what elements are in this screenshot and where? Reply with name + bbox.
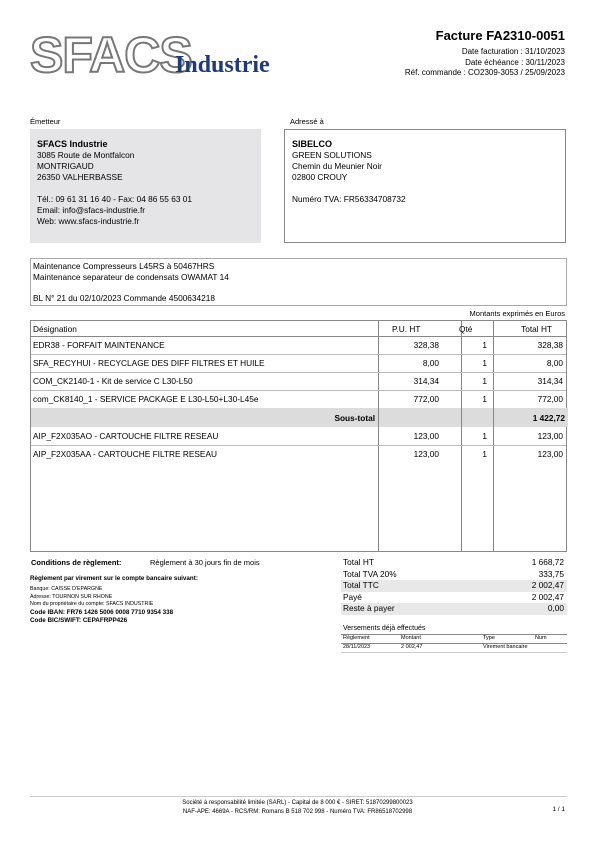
versement-row — [341, 644, 567, 653]
emetteur-phone: Tél.: 09 61 31 16 40 - Fax: 04 86 55 63 01 — [37, 194, 192, 204]
versements-table — [341, 634, 567, 653]
logo-subtext: Industrie — [175, 52, 270, 78]
row-pu: 8,00 — [422, 358, 439, 368]
row-qty: 1 — [482, 394, 487, 404]
table-row — [31, 337, 566, 355]
invoice-header-info — [405, 47, 565, 79]
emetteur-address2: MONTRIGAUD — [37, 161, 94, 171]
emetteur-web: Web: www.sfacs-industrie.fr — [37, 216, 140, 226]
description-box — [30, 258, 567, 306]
description-line1: Maintenance Compresseurs L45RS à 50467HRS — [33, 261, 215, 271]
row-total: 123,00 — [537, 449, 563, 459]
emetteur-email: Email: info@sfacs-industrie.fr — [37, 205, 146, 215]
table-row — [31, 446, 566, 463]
destinataire-line3: 02800 CROUY — [292, 172, 348, 182]
total-tva-label: Total TVA 20% — [343, 568, 397, 579]
row-total: 328,38 — [537, 340, 563, 350]
row-qty: 1 — [482, 358, 487, 368]
destinataire-tva: Numéro TVA: FR56334708732 — [292, 194, 406, 204]
iban: Code IBAN: FR76 1426 5006 0008 7710 9354 338 — [30, 608, 174, 616]
emetteur-name: SFACS Industrie — [37, 139, 108, 149]
row-designation: AIP_F2X035AO - CARTOUCHE FILTRE RESEAU — [33, 431, 219, 441]
subtotal-value: 1 422,72 — [532, 413, 565, 423]
row-total: 772,00 — [537, 394, 563, 404]
row-total: 123,00 — [537, 431, 563, 441]
total-ht-value: 1 668,72 — [531, 557, 564, 567]
row-pu: 328,38 — [413, 340, 439, 350]
destinataire-box — [284, 129, 566, 243]
row-pu: 314,34 — [413, 376, 439, 386]
virement-title: Règlement par virement sur le compte bancaire suivant: — [30, 575, 198, 582]
amount-note: Montants exprimés en Euros — [469, 309, 565, 318]
row-designation: SFA_RECYHUI - RECYCLAGE DES DIFF FILTRES ET HUILE — [33, 358, 265, 368]
account-owner: Nom du propriétaire du compte: SFACS INDUSTRIE — [30, 601, 154, 607]
versements-title: Versements déjà effectués — [343, 625, 426, 632]
row-qty: 1 — [482, 449, 487, 459]
row-designation: com_CK8140_1 - SERVICE PACKAGE E L30-L50+L30-L45e — [33, 394, 259, 404]
row-designation: AIP_F2X035AA - CARTOUCHE FILTRE RESEAU — [33, 449, 217, 459]
vers-header-montant: Montant — [401, 635, 421, 641]
description-line2: Maintenance separateur de condensats OWAMAT 14 — [33, 271, 229, 282]
total-tva-value: 333,75 — [538, 568, 564, 579]
logo-text: SFACS — [30, 27, 192, 83]
row-pu: 772,00 — [413, 394, 439, 404]
vers-type: Virement bancaire — [483, 644, 528, 650]
emetteur-box — [30, 129, 261, 243]
date-echeance: Date échéance : 30/11/2023 — [465, 57, 565, 67]
row-qty: 1 — [482, 376, 487, 386]
total-tva-row — [341, 569, 567, 581]
page-number: 1 / 1 — [552, 806, 565, 813]
paye-row — [341, 592, 567, 604]
header-pu: P.U. HT — [392, 324, 421, 334]
vers-montant: 2 002,47 — [401, 644, 423, 650]
footer-divider — [30, 796, 567, 797]
footer — [0, 799, 595, 816]
emetteur-address1: 3085 Route de Montfalcon — [37, 150, 135, 160]
bic: Code BIC/SWIFT: CEPAFRPP426 — [30, 616, 128, 624]
paye-label: Payé — [343, 591, 362, 602]
invoice-title: Facture FA2310-0051 — [435, 28, 565, 43]
description-line3: BL N° 21 du 02/10/2023 Commande 4500634218 — [33, 292, 215, 303]
destinataire-line2: Chemin du Meunier Noir — [292, 161, 382, 171]
conditions-value: Règlement à 30 jours fin de mois — [150, 558, 260, 567]
total-ttc-value: 2 002,47 — [531, 580, 564, 590]
row-total: 8,00 — [546, 358, 563, 368]
header-qty: Qté — [459, 324, 473, 334]
reste-row — [341, 603, 567, 615]
invoice-lines-table — [30, 320, 567, 552]
bank-address: Adresse: TOURNON SUR RHONE — [30, 593, 113, 600]
row-pu: 123,00 — [413, 449, 439, 459]
reste-label: Reste à payer — [343, 603, 395, 613]
table-row — [31, 355, 566, 373]
paye-value: 2 002,47 — [531, 591, 564, 602]
subtotal-row — [31, 408, 568, 427]
header-total: Total HT — [521, 324, 552, 334]
table-row — [31, 428, 566, 446]
footer-line1: Société à responsabilité limitée (SARL) - Capital de 8 000 € - SIRET: 51870299800023 — [182, 800, 413, 806]
vers-header-reglement: Règlement — [343, 635, 370, 641]
payment-conditions — [30, 558, 260, 625]
total-ht-label: Total HT — [343, 557, 374, 567]
destinataire-line1: GREEN SOLUTIONS — [292, 150, 372, 160]
destinataire-name: SIBELCO — [292, 139, 333, 149]
row-designation: COM_CK2140-1 - Kit de service C L30-L50 — [33, 376, 193, 386]
table-row — [31, 373, 566, 391]
versements-header — [341, 634, 567, 644]
conditions-label: Conditions de règlement: — [31, 558, 122, 567]
reste-value: 0,00 — [547, 603, 564, 613]
date-facturation: Date facturation : 31/10/2023 — [461, 47, 565, 56]
vers-header-num: Num — [535, 635, 547, 641]
bank-name: Banque: CAISSE D'EPARGNE — [30, 586, 103, 592]
table-row — [31, 391, 566, 409]
subtotal-label: Sous-total — [334, 413, 375, 423]
table-header — [31, 321, 566, 337]
ref-commande: Réf. commande : CO2309-3053 / 25/09/2023 — [404, 68, 565, 77]
row-designation: EDR38 - FORFAIT MAINTENANCE — [33, 340, 165, 350]
company-logo — [30, 27, 290, 90]
total-ht-row — [341, 557, 567, 569]
row-qty: 1 — [482, 340, 487, 350]
emetteur-label: Émetteur — [30, 117, 61, 126]
total-ttc-label: Total TTC — [343, 580, 379, 590]
row-total: 314,34 — [537, 376, 563, 386]
header-designation: Désignation — [33, 324, 77, 334]
total-ttc-row — [341, 580, 567, 592]
vers-header-type: Type — [483, 635, 495, 641]
destinataire-label: Adressé à — [290, 117, 324, 126]
row-pu: 123,00 — [413, 431, 439, 441]
row-qty: 1 — [482, 431, 487, 441]
footer-line2: NAF-APE: 4669A - RCS/RM: Romans B 518 702 998 - Numéro TVA: FR86518702998 — [182, 808, 413, 815]
totals-block — [341, 557, 567, 615]
vers-reglement: 28/11/2023 — [343, 644, 371, 650]
emetteur-address3: 26350 VALHERBASSE — [37, 172, 123, 182]
